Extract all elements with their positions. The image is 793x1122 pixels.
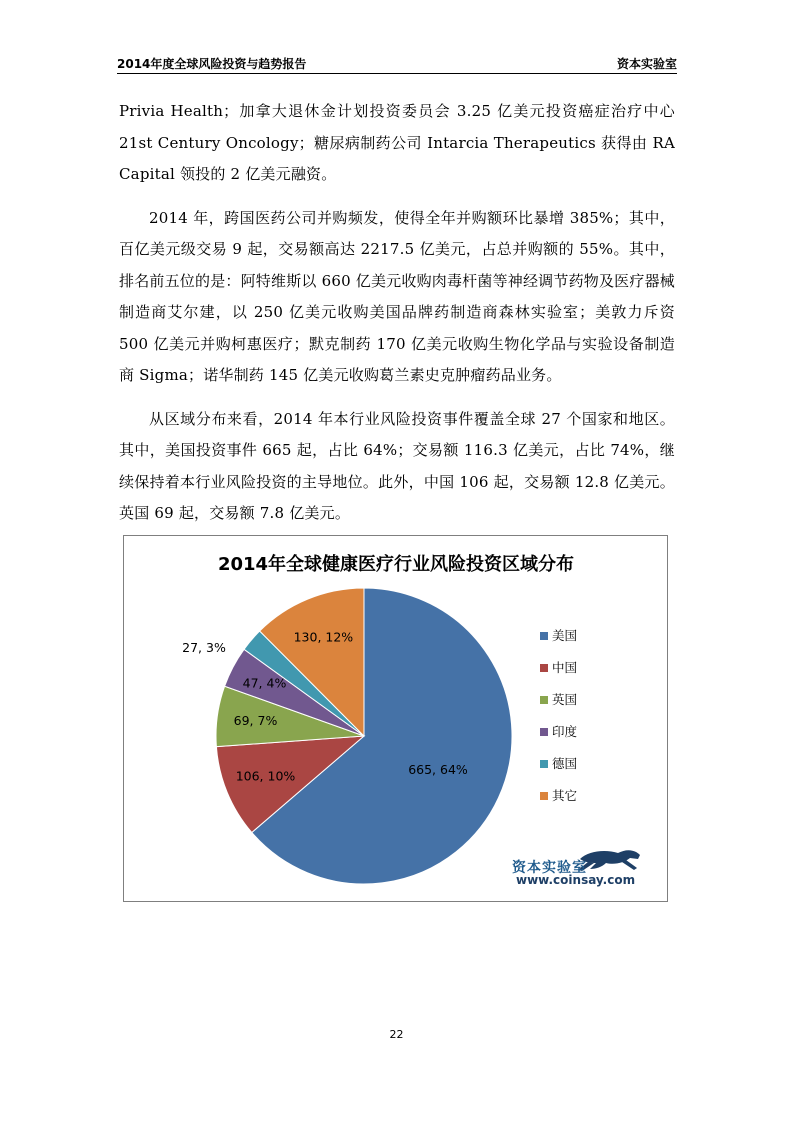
paragraph-3: 从区域分布来看，2014 年本行业风险投资事件覆盖全球 27 个国家和地区。其中，美国投资事件 665 起，占比 64%；交易额 116.3 亿美元，占比 74%，继续保持着本行业风险投资的主导地位。此外，中国 106 起，交易额 12.8 亿美元。英国 69 起，交易额 7.8 亿美元。	[119, 409, 675, 522]
header-divider	[117, 73, 677, 74]
body-text	[119, 96, 675, 542]
slice-label-5: 27, 3%	[182, 640, 226, 655]
legend-entry-3: 英国	[552, 692, 578, 707]
legend-entry-5: 德国	[552, 756, 578, 771]
paragraph-2: 2014 年，跨国医药公司并购频发，使得全年并购额环比暴增 385%；其中，百亿美元级交易 9 起，交易额高达 2217.5 亿美元，占总并购额的 55%。其中，排名前五位的是：阿特维斯以 660 亿美元收购肉毒杆菌等神经调节药物及医疗器械制造商艾尔建，以 250 亿美元收购美国品牌药制造商森林实验室；美敦力斥资 500 亿美元并购柯惠医疗；默克制药 170 亿美元收购生物化学品与实验设备制造商 Sigma；诺华制药 145 亿美元收购葛兰素史克肿瘤药品业务。	[119, 208, 675, 384]
page-number: 22	[389, 1028, 404, 1041]
legend-entry-1: 美国	[552, 628, 578, 643]
legend-swatch-3	[540, 696, 548, 704]
legend-swatch-5	[540, 760, 548, 768]
legend-swatch-2	[540, 664, 548, 672]
legend-swatch-1	[540, 632, 548, 640]
chart-title: 2014年全球健康医疗行业风险投资区域分布	[217, 554, 575, 575]
slice-label-6: 130, 12%	[293, 629, 354, 645]
slice-label-3: 69, 7%	[233, 713, 278, 729]
slice-label-4: 47, 4%	[242, 675, 287, 691]
slice-label-2: 106, 10%	[235, 768, 296, 784]
report-title: 2014年度全球风险投资与趋势报告	[117, 57, 307, 71]
slice-label-1: 665, 64%	[408, 762, 468, 777]
legend-entry-4: 印度	[552, 724, 578, 739]
paragraph-1: Privia Health；加拿大退休金计划投资委员会 3.25 亿美元投资癌症治疗中心 21st Century Oncology；糖尿病制药公司 Intarcia Therapeutics 获得由 RA Capital 领投的 2 亿美元融资。	[119, 102, 675, 183]
page-header	[117, 52, 677, 76]
publisher-name: 资本实验室	[616, 57, 677, 71]
legend-entry-6: 其它	[552, 788, 578, 803]
legend-swatch-6	[540, 792, 548, 800]
coinsay-logo	[510, 845, 655, 890]
legend-entry-2: 中国	[552, 660, 578, 675]
logo-brand-text: 资本实验室	[512, 860, 587, 876]
logo-url-text: www.coinsay.com	[516, 873, 636, 887]
legend-swatch-4	[540, 728, 548, 736]
